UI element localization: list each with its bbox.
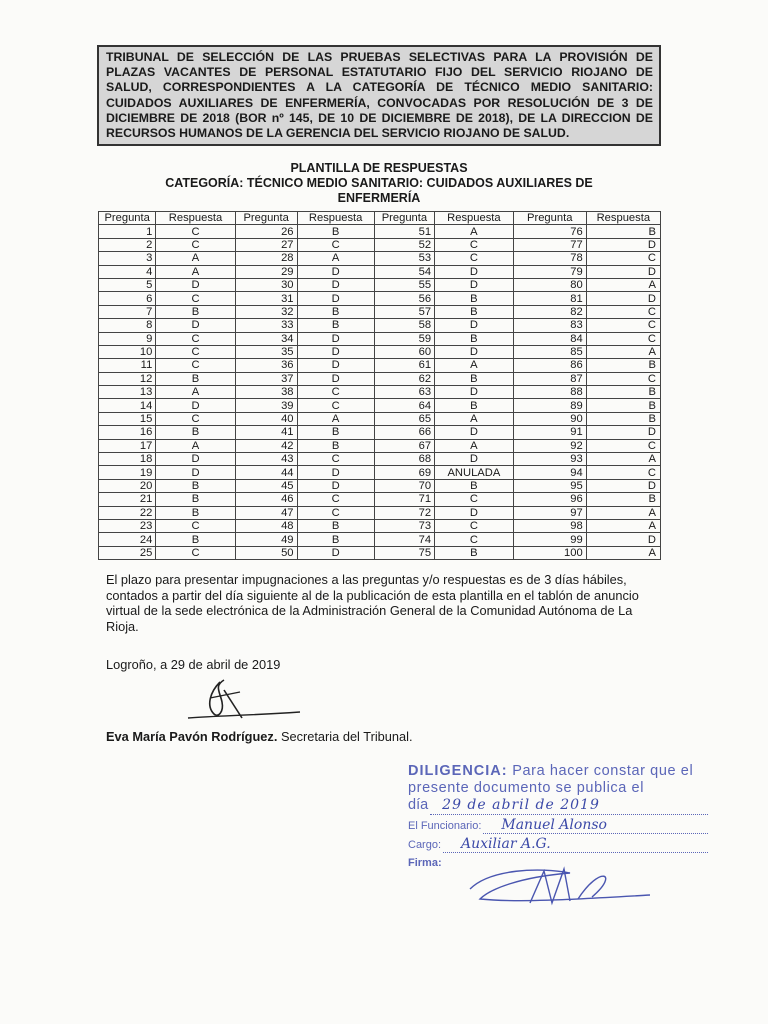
column-header: Respuesta <box>156 212 235 225</box>
answer-cell: B <box>435 546 514 559</box>
question-number-cell: 55 <box>374 278 434 291</box>
answer-cell: B <box>435 332 514 345</box>
question-number-cell: 18 <box>99 453 156 466</box>
table-row <box>99 292 661 305</box>
table-row <box>99 332 661 345</box>
answer-cell: D <box>156 278 235 291</box>
question-number-cell: 2 <box>99 238 156 251</box>
question-number-cell: 32 <box>235 305 297 318</box>
answer-cell: C <box>586 319 660 332</box>
question-number-cell: 77 <box>513 238 586 251</box>
answer-cell: D <box>586 238 660 251</box>
answer-cell: A <box>586 345 660 358</box>
stamp-dia-value: 29 de abril de 2019 <box>430 797 708 815</box>
question-number-cell: 13 <box>99 386 156 399</box>
question-number-cell: 65 <box>374 412 434 425</box>
answer-cell: D <box>586 426 660 439</box>
question-number-cell: 90 <box>513 412 586 425</box>
column-header: Pregunta <box>374 212 434 225</box>
table-row <box>99 345 661 358</box>
signer-name: Eva María Pavón Rodríguez. <box>106 729 278 744</box>
question-number-cell: 33 <box>235 319 297 332</box>
answer-cell: B <box>156 426 235 439</box>
question-number-cell: 38 <box>235 386 297 399</box>
answer-cell: A <box>586 453 660 466</box>
answer-cell: B <box>297 439 374 452</box>
question-number-cell: 68 <box>374 453 434 466</box>
table-row <box>99 399 661 412</box>
answer-cell: C <box>586 252 660 265</box>
column-header: Respuesta <box>297 212 374 225</box>
table-body <box>99 225 661 560</box>
question-number-cell: 72 <box>374 506 434 519</box>
answer-cell: D <box>156 453 235 466</box>
answer-cell: C <box>156 238 235 251</box>
question-number-cell: 19 <box>99 466 156 479</box>
answer-cell: A <box>586 546 660 559</box>
answer-cell: C <box>586 332 660 345</box>
question-number-cell: 27 <box>235 238 297 251</box>
header-box <box>97 45 661 146</box>
answer-cell: C <box>156 412 235 425</box>
question-number-cell: 81 <box>513 292 586 305</box>
answer-cell: A <box>297 412 374 425</box>
question-number-cell: 84 <box>513 332 586 345</box>
question-number-cell: 14 <box>99 399 156 412</box>
question-number-cell: 26 <box>235 225 297 238</box>
column-header: Pregunta <box>99 212 156 225</box>
answer-cell: A <box>156 439 235 452</box>
table-row <box>99 546 661 559</box>
answer-cell: D <box>435 278 514 291</box>
question-number-cell: 3 <box>99 252 156 265</box>
question-number-cell: 52 <box>374 238 434 251</box>
question-number-cell: 63 <box>374 386 434 399</box>
question-number-cell: 82 <box>513 305 586 318</box>
question-number-cell: 5 <box>99 278 156 291</box>
question-number-cell: 99 <box>513 533 586 546</box>
answer-cell: A <box>156 386 235 399</box>
stamp-cargo-label: Cargo: <box>408 839 442 851</box>
answer-cell: C <box>435 238 514 251</box>
publication-stamp <box>408 763 708 913</box>
answer-cell: B <box>156 493 235 506</box>
answer-cell: B <box>435 399 514 412</box>
answer-cell: B <box>297 319 374 332</box>
answer-cell: C <box>297 399 374 412</box>
answer-cell: D <box>297 265 374 278</box>
answer-cell: B <box>297 426 374 439</box>
question-number-cell: 54 <box>374 265 434 278</box>
table-row <box>99 412 661 425</box>
answer-cell: C <box>297 506 374 519</box>
question-number-cell: 83 <box>513 319 586 332</box>
question-number-cell: 39 <box>235 399 297 412</box>
table-row <box>99 506 661 519</box>
question-number-cell: 35 <box>235 345 297 358</box>
stamp-funcionario-row <box>408 817 708 834</box>
question-number-cell: 45 <box>235 479 297 492</box>
table-row <box>99 439 661 452</box>
answer-cell: B <box>586 399 660 412</box>
question-number-cell: 50 <box>235 546 297 559</box>
answer-cell: C <box>435 252 514 265</box>
answer-cell: D <box>435 426 514 439</box>
answer-cell: D <box>297 466 374 479</box>
answer-cell: D <box>297 359 374 372</box>
question-number-cell: 86 <box>513 359 586 372</box>
table-row <box>99 238 661 251</box>
question-number-cell: 79 <box>513 265 586 278</box>
answer-cell: D <box>586 292 660 305</box>
answer-cell: C <box>435 533 514 546</box>
question-number-cell: 7 <box>99 305 156 318</box>
question-number-cell: 6 <box>99 292 156 305</box>
question-number-cell: 71 <box>374 493 434 506</box>
answer-cell: D <box>156 466 235 479</box>
table-row <box>99 479 661 492</box>
answer-cell: B <box>586 412 660 425</box>
answer-cell: A <box>297 252 374 265</box>
answer-cell: ANULADA <box>435 466 514 479</box>
answer-cell: B <box>156 372 235 385</box>
question-number-cell: 87 <box>513 372 586 385</box>
answer-cell: B <box>156 479 235 492</box>
answer-cell: C <box>435 493 514 506</box>
column-header: Pregunta <box>513 212 586 225</box>
answer-cell: D <box>156 399 235 412</box>
question-number-cell: 56 <box>374 292 434 305</box>
answer-cell: C <box>586 305 660 318</box>
question-number-cell: 24 <box>99 533 156 546</box>
answer-cell: C <box>156 345 235 358</box>
table-header-row <box>99 212 661 225</box>
question-number-cell: 51 <box>374 225 434 238</box>
question-number-cell: 29 <box>235 265 297 278</box>
table-row <box>99 359 661 372</box>
answer-cell: C <box>435 519 514 532</box>
answer-cell: D <box>297 479 374 492</box>
answer-cell: D <box>586 479 660 492</box>
question-number-cell: 70 <box>374 479 434 492</box>
table-row <box>99 533 661 546</box>
question-number-cell: 11 <box>99 359 156 372</box>
answer-cell: D <box>156 319 235 332</box>
question-number-cell: 17 <box>99 439 156 452</box>
answers-table <box>98 211 661 560</box>
question-number-cell: 64 <box>374 399 434 412</box>
question-number-cell: 12 <box>99 372 156 385</box>
title-line-2: CATEGORÍA: TÉCNICO MEDIO SANITARIO: CUIDADOS AUXILIARES DE <box>165 176 593 190</box>
question-number-cell: 21 <box>99 493 156 506</box>
table-row <box>99 519 661 532</box>
table-row <box>99 265 661 278</box>
stamp-cargo-value: Auxiliar A.G. <box>443 836 708 853</box>
stamp-funcionario-value: Manuel Alonso <box>483 817 708 834</box>
answer-cell: D <box>297 372 374 385</box>
answer-cell: B <box>297 305 374 318</box>
answer-cell: C <box>297 386 374 399</box>
question-number-cell: 23 <box>99 519 156 532</box>
answer-cell: B <box>586 225 660 238</box>
question-number-cell: 93 <box>513 453 586 466</box>
answer-cell: B <box>586 359 660 372</box>
answer-cell: A <box>435 359 514 372</box>
question-number-cell: 73 <box>374 519 434 532</box>
question-number-cell: 25 <box>99 546 156 559</box>
table-row <box>99 278 661 291</box>
stamp-cargo-row <box>408 836 708 853</box>
answer-cell: C <box>297 238 374 251</box>
stamp-dia-row <box>408 797 708 815</box>
question-number-cell: 95 <box>513 479 586 492</box>
question-number-cell: 88 <box>513 386 586 399</box>
answer-cell: D <box>435 319 514 332</box>
answer-cell: C <box>156 292 235 305</box>
answer-cell: B <box>156 533 235 546</box>
answer-cell: B <box>156 506 235 519</box>
answer-cell: A <box>586 519 660 532</box>
column-header: Respuesta <box>435 212 514 225</box>
column-header: Respuesta <box>586 212 660 225</box>
title-line-3: ENFERMERÍA <box>337 191 421 205</box>
question-number-cell: 10 <box>99 345 156 358</box>
answer-cell: C <box>586 439 660 452</box>
table-row <box>99 305 661 318</box>
question-number-cell: 61 <box>374 359 434 372</box>
signer-role: Secretaria del Tribunal. <box>277 729 413 744</box>
title-block <box>97 161 661 206</box>
question-number-cell: 31 <box>235 292 297 305</box>
question-number-cell: 80 <box>513 278 586 291</box>
question-number-cell: 4 <box>99 265 156 278</box>
stamp-signature-image <box>460 859 660 913</box>
answer-cell: B <box>435 305 514 318</box>
answer-cell: B <box>297 533 374 546</box>
answer-cell: D <box>297 292 374 305</box>
stamp-diligencia: DILIGENCIA: <box>408 763 508 779</box>
question-number-cell: 47 <box>235 506 297 519</box>
answer-cell: C <box>297 453 374 466</box>
column-header: Pregunta <box>235 212 297 225</box>
question-number-cell: 74 <box>374 533 434 546</box>
table-row <box>99 493 661 506</box>
answer-cell: B <box>586 386 660 399</box>
question-number-cell: 92 <box>513 439 586 452</box>
question-number-cell: 59 <box>374 332 434 345</box>
answer-cell: D <box>435 506 514 519</box>
answer-cell: C <box>156 225 235 238</box>
question-number-cell: 41 <box>235 426 297 439</box>
answer-cell: D <box>435 386 514 399</box>
notice-paragraph: El plazo para presentar impugnaciones a las preguntas y/o respuestas es de 3 días hábiles, contados a partir del día siguiente al de la publicación de esta plantilla en el tablón de anuncio virtual de la sede electrónica de la Administración General de la Comunidad Autónoma de La Rioja. <box>106 572 639 634</box>
question-number-cell: 28 <box>235 252 297 265</box>
answer-cell: A <box>435 225 514 238</box>
signature-image <box>180 672 320 732</box>
question-number-cell: 1 <box>99 225 156 238</box>
answer-cell: A <box>586 278 660 291</box>
question-number-cell: 76 <box>513 225 586 238</box>
stamp-firma-label: Firma: <box>408 857 442 869</box>
stamp-body: Para hacer constar que el presente documento se publica el <box>408 763 694 796</box>
answer-cell: B <box>586 493 660 506</box>
question-number-cell: 9 <box>99 332 156 345</box>
question-number-cell: 85 <box>513 345 586 358</box>
question-number-cell: 69 <box>374 466 434 479</box>
question-number-cell: 40 <box>235 412 297 425</box>
answer-cell: D <box>586 265 660 278</box>
question-number-cell: 46 <box>235 493 297 506</box>
answer-cell: D <box>435 345 514 358</box>
place-date: Logroño, a 29 de abril de 2019 <box>106 657 281 672</box>
question-number-cell: 36 <box>235 359 297 372</box>
question-number-cell: 66 <box>374 426 434 439</box>
question-number-cell: 58 <box>374 319 434 332</box>
answer-cell: D <box>435 265 514 278</box>
question-number-cell: 8 <box>99 319 156 332</box>
answer-cell: A <box>586 506 660 519</box>
answer-cell: A <box>156 265 235 278</box>
answer-cell: D <box>297 345 374 358</box>
question-number-cell: 37 <box>235 372 297 385</box>
header-text: TRIBUNAL DE SELECCIÓN DE LAS PRUEBAS SELECTIVAS PARA LA PROVISIÓN DE PLAZAS VACANTES DE PERSONAL ESTATUTARIO FIJO DEL SERVICIO RIOJANO DE SALUD, CORRESPONDIENTES A LA CATEGORÍA DE TÉCNICO MEDIO SANITARIO: CUIDADOS AUXILIARES DE ENFERMERÍA, CONVOCADAS POR RESOLUCIÓN DE 3 DE DICIEMBRE DE 2018 (BOR nº 145, DE 10 DE DICIEMBRE DE 2018), DE LA DIRECCION DE RECURSOS HUMANOS DE LA GERENCIA DEL SERVICIO RIOJANO DE SALUD. <box>106 50 653 141</box>
answer-cell: C <box>297 493 374 506</box>
answer-cell: C <box>156 332 235 345</box>
answer-cell: B <box>435 372 514 385</box>
question-number-cell: 62 <box>374 372 434 385</box>
table-row <box>99 372 661 385</box>
question-number-cell: 75 <box>374 546 434 559</box>
question-number-cell: 78 <box>513 252 586 265</box>
answer-cell: A <box>156 252 235 265</box>
stamp-dia-label: día <box>408 797 429 813</box>
question-number-cell: 96 <box>513 493 586 506</box>
answer-cell: C <box>586 372 660 385</box>
answer-cell: D <box>297 546 374 559</box>
question-number-cell: 91 <box>513 426 586 439</box>
question-number-cell: 30 <box>235 278 297 291</box>
answer-cell: B <box>297 225 374 238</box>
answer-cell: B <box>435 292 514 305</box>
question-number-cell: 44 <box>235 466 297 479</box>
question-number-cell: 15 <box>99 412 156 425</box>
question-number-cell: 89 <box>513 399 586 412</box>
table-row <box>99 319 661 332</box>
answer-cell: D <box>297 278 374 291</box>
answer-cell: D <box>586 533 660 546</box>
question-number-cell: 97 <box>513 506 586 519</box>
answer-cell: A <box>435 439 514 452</box>
answer-cell: C <box>156 519 235 532</box>
answer-cell: D <box>435 453 514 466</box>
question-number-cell: 53 <box>374 252 434 265</box>
question-number-cell: 67 <box>374 439 434 452</box>
answer-cell: C <box>156 359 235 372</box>
answer-cell: C <box>156 546 235 559</box>
question-number-cell: 48 <box>235 519 297 532</box>
question-number-cell: 49 <box>235 533 297 546</box>
table-row <box>99 453 661 466</box>
question-number-cell: 20 <box>99 479 156 492</box>
answer-cell: B <box>435 479 514 492</box>
answer-cell: D <box>297 332 374 345</box>
stamp-funcionario-label: El Funcionario: <box>408 820 482 832</box>
table-row <box>99 426 661 439</box>
question-number-cell: 100 <box>513 546 586 559</box>
question-number-cell: 42 <box>235 439 297 452</box>
title-line-1: PLANTILLA DE RESPUESTAS <box>290 161 468 175</box>
stamp-text <box>408 763 708 797</box>
question-number-cell: 34 <box>235 332 297 345</box>
answer-cell: A <box>435 412 514 425</box>
answer-cell: C <box>586 466 660 479</box>
answer-cell: B <box>156 305 235 318</box>
answer-cell: B <box>297 519 374 532</box>
question-number-cell: 22 <box>99 506 156 519</box>
signer-line <box>106 729 413 744</box>
table-row <box>99 386 661 399</box>
question-number-cell: 16 <box>99 426 156 439</box>
question-number-cell: 60 <box>374 345 434 358</box>
question-number-cell: 94 <box>513 466 586 479</box>
table-row <box>99 225 661 238</box>
question-number-cell: 43 <box>235 453 297 466</box>
question-number-cell: 98 <box>513 519 586 532</box>
question-number-cell: 57 <box>374 305 434 318</box>
table-row <box>99 252 661 265</box>
table-row <box>99 466 661 479</box>
